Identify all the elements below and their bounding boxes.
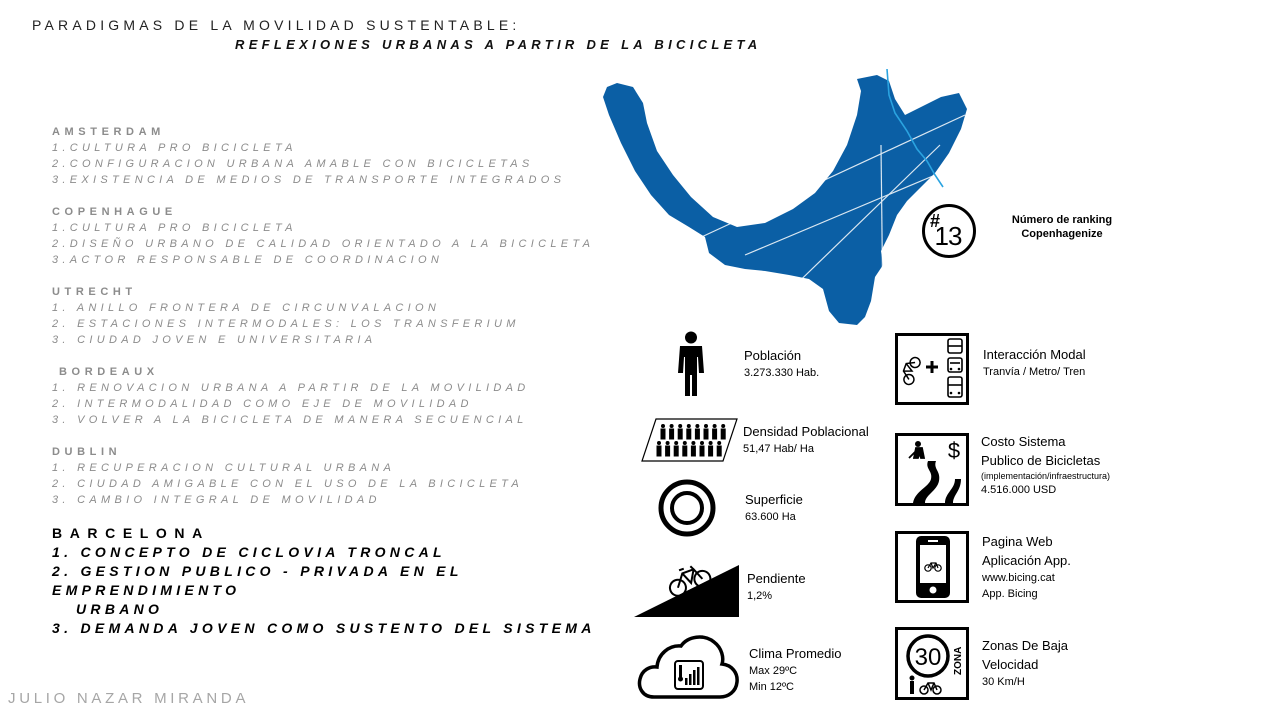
stat-value: Min 12ºC <box>749 681 794 693</box>
city-item: 2. ESTACIONES INTERMODALES: LOS TRANSFERIUM <box>52 318 520 330</box>
city-item: 3.EXISTENCIA DE MEDIOS DE TRANSPORTE INTEGRADOS <box>52 174 566 186</box>
city-item: 1. RECUPERACION CULTURAL URBANA <box>52 462 396 474</box>
stat-title: Pagina Web <box>982 534 1053 549</box>
ranking-badge-hash: # <box>930 211 941 231</box>
stat-title: Aplicación App. <box>982 553 1071 568</box>
city-name: UTRECHT <box>52 286 137 298</box>
stat-poblacion <box>744 346 819 381</box>
stat-superficie <box>745 490 803 525</box>
stat-value: Max 29ºC <box>749 665 798 677</box>
stat-costo <box>981 432 1121 498</box>
city-name: BORDEAUX <box>59 366 159 378</box>
city-name-barcelona: BARCELONA <box>52 525 210 541</box>
ranking-label: Número de ranking Copenhagenize <box>1011 214 1113 240</box>
stat-title: Interacción Modal <box>983 347 1086 362</box>
stat-value: 4.516.000 USD <box>981 484 1057 496</box>
page-subtitle: REFLEXIONES URBANAS A PARTIR DE LA BICICLETA <box>235 37 762 52</box>
city-item: 3. VOLVER A LA BICICLETA DE MANERA SECUENCIAL <box>52 414 528 426</box>
stat-pendiente <box>747 569 806 604</box>
barcelona-item: 3. DEMANDA JOVEN COMO SUSTENTO DEL SISTEMA <box>52 620 596 636</box>
slope-bike-icon <box>634 555 740 618</box>
city-block-utrecht <box>52 284 632 348</box>
cloud-thermometer-icon <box>636 632 740 700</box>
city-item: 3. CIUDAD JOVEN E UNIVERSITARIA <box>52 334 377 346</box>
city-item: 1.CULTURA PRO BICICLETA <box>52 222 297 234</box>
city-item: 3. CAMBIO INTEGRAL DE MOVILIDAD <box>52 494 381 506</box>
city-name: DUBLIN <box>52 446 122 458</box>
ranking-badge-number: 13 <box>934 221 962 251</box>
city-item: 1. ANILLO FRONTERA DE CIRCUNVALACION <box>52 302 441 314</box>
road-works-dollar-icon <box>895 433 969 506</box>
author-name: JULIO NAZAR MIRANDA <box>8 690 250 707</box>
city-name: AMSTERDAM <box>52 126 165 138</box>
barcelona-item: 1. CONCEPTO DE CICLOVIA TRONCAL <box>52 544 446 560</box>
speed-sign-word: ZONA <box>953 646 964 675</box>
dollar-sign-icon: $ <box>947 438 961 463</box>
barcelona-map <box>595 65 980 330</box>
stat-title: Clima Promedio <box>749 646 842 661</box>
city-item: 2.DISEÑO URBANO DE CALIDAD ORIENTADO A LA BICICLETA <box>52 238 595 250</box>
stat-note: (implementación/infraestructura) <box>981 471 1111 481</box>
page-title: PARADIGMAS DE LA MOVILIDAD SUSTENTABLE: <box>32 17 521 33</box>
city-item: 1. RENOVACION URBANA A PARTIR DE LA MOVILIDAD <box>52 382 530 394</box>
stat-value: 51,47 Hab/ Ha <box>743 443 814 455</box>
ranking-badge-icon <box>921 203 977 259</box>
city-block-dublin <box>52 444 632 508</box>
stat-clima <box>749 644 841 695</box>
city-block-copenhague <box>52 204 632 268</box>
city-item: 2. CIUDAD AMIGABLE CON EL USO DE LA BICICLETA <box>52 478 524 490</box>
stat-title: Velocidad <box>982 657 1039 672</box>
smartphone-bike-icon <box>895 531 969 603</box>
city-block-bordeaux <box>52 364 632 428</box>
stat-title: Publico de Bicicletas <box>981 453 1101 468</box>
city-block-barcelona <box>52 524 642 638</box>
stat-densidad <box>743 422 869 457</box>
speed-zone-30-icon <box>895 627 969 700</box>
stat-value: 30 Km/H <box>982 676 1025 688</box>
stat-title: Zonas De Baja <box>982 638 1068 653</box>
stat-value: App. Bicing <box>982 588 1038 600</box>
stat-title: Densidad Poblacional <box>743 424 869 439</box>
ring-icon <box>658 479 716 537</box>
stat-title: Costo Sistema <box>981 434 1066 449</box>
stat-interaccion <box>983 345 1086 380</box>
city-item: 2. INTERMODALIDAD COMO EJE DE MOVILIDAD <box>52 398 473 410</box>
speed-sign-number: 30 <box>914 644 942 671</box>
city-block-amsterdam <box>52 124 632 188</box>
stat-value: www.bicing.cat <box>982 572 1055 584</box>
stat-value: 1,2% <box>747 590 773 602</box>
city-item: 2.CONFIGURACION URBANA AMABLE CON BICICLETAS <box>52 158 534 170</box>
stat-zonas <box>982 636 1068 690</box>
stat-title: Población <box>744 348 802 363</box>
city-name: COPENHAGUE <box>52 206 177 218</box>
person-icon <box>676 331 706 397</box>
barcelona-map-shape <box>603 75 967 325</box>
stat-title: Pendiente <box>747 571 806 586</box>
stat-value: 63.600 Ha <box>745 511 796 523</box>
stat-value: 3.273.330 Hab. <box>744 367 820 379</box>
stat-web <box>982 532 1071 602</box>
city-item: 3.ACTOR RESPONSABLE DE COORDINACION <box>52 254 444 266</box>
bike-plus-transit-icon <box>895 333 969 405</box>
barcelona-item: 2. GESTION PUBLICO - PRIVADA EN EL EMPRENDIMIENTO URBANO <box>52 563 463 617</box>
stat-title: Superficie <box>745 492 803 507</box>
crowd-icon <box>641 418 738 462</box>
stat-value: Tranvía / Metro/ Tren <box>983 366 1086 378</box>
city-item: 1.CULTURA PRO BICICLETA <box>52 142 297 154</box>
